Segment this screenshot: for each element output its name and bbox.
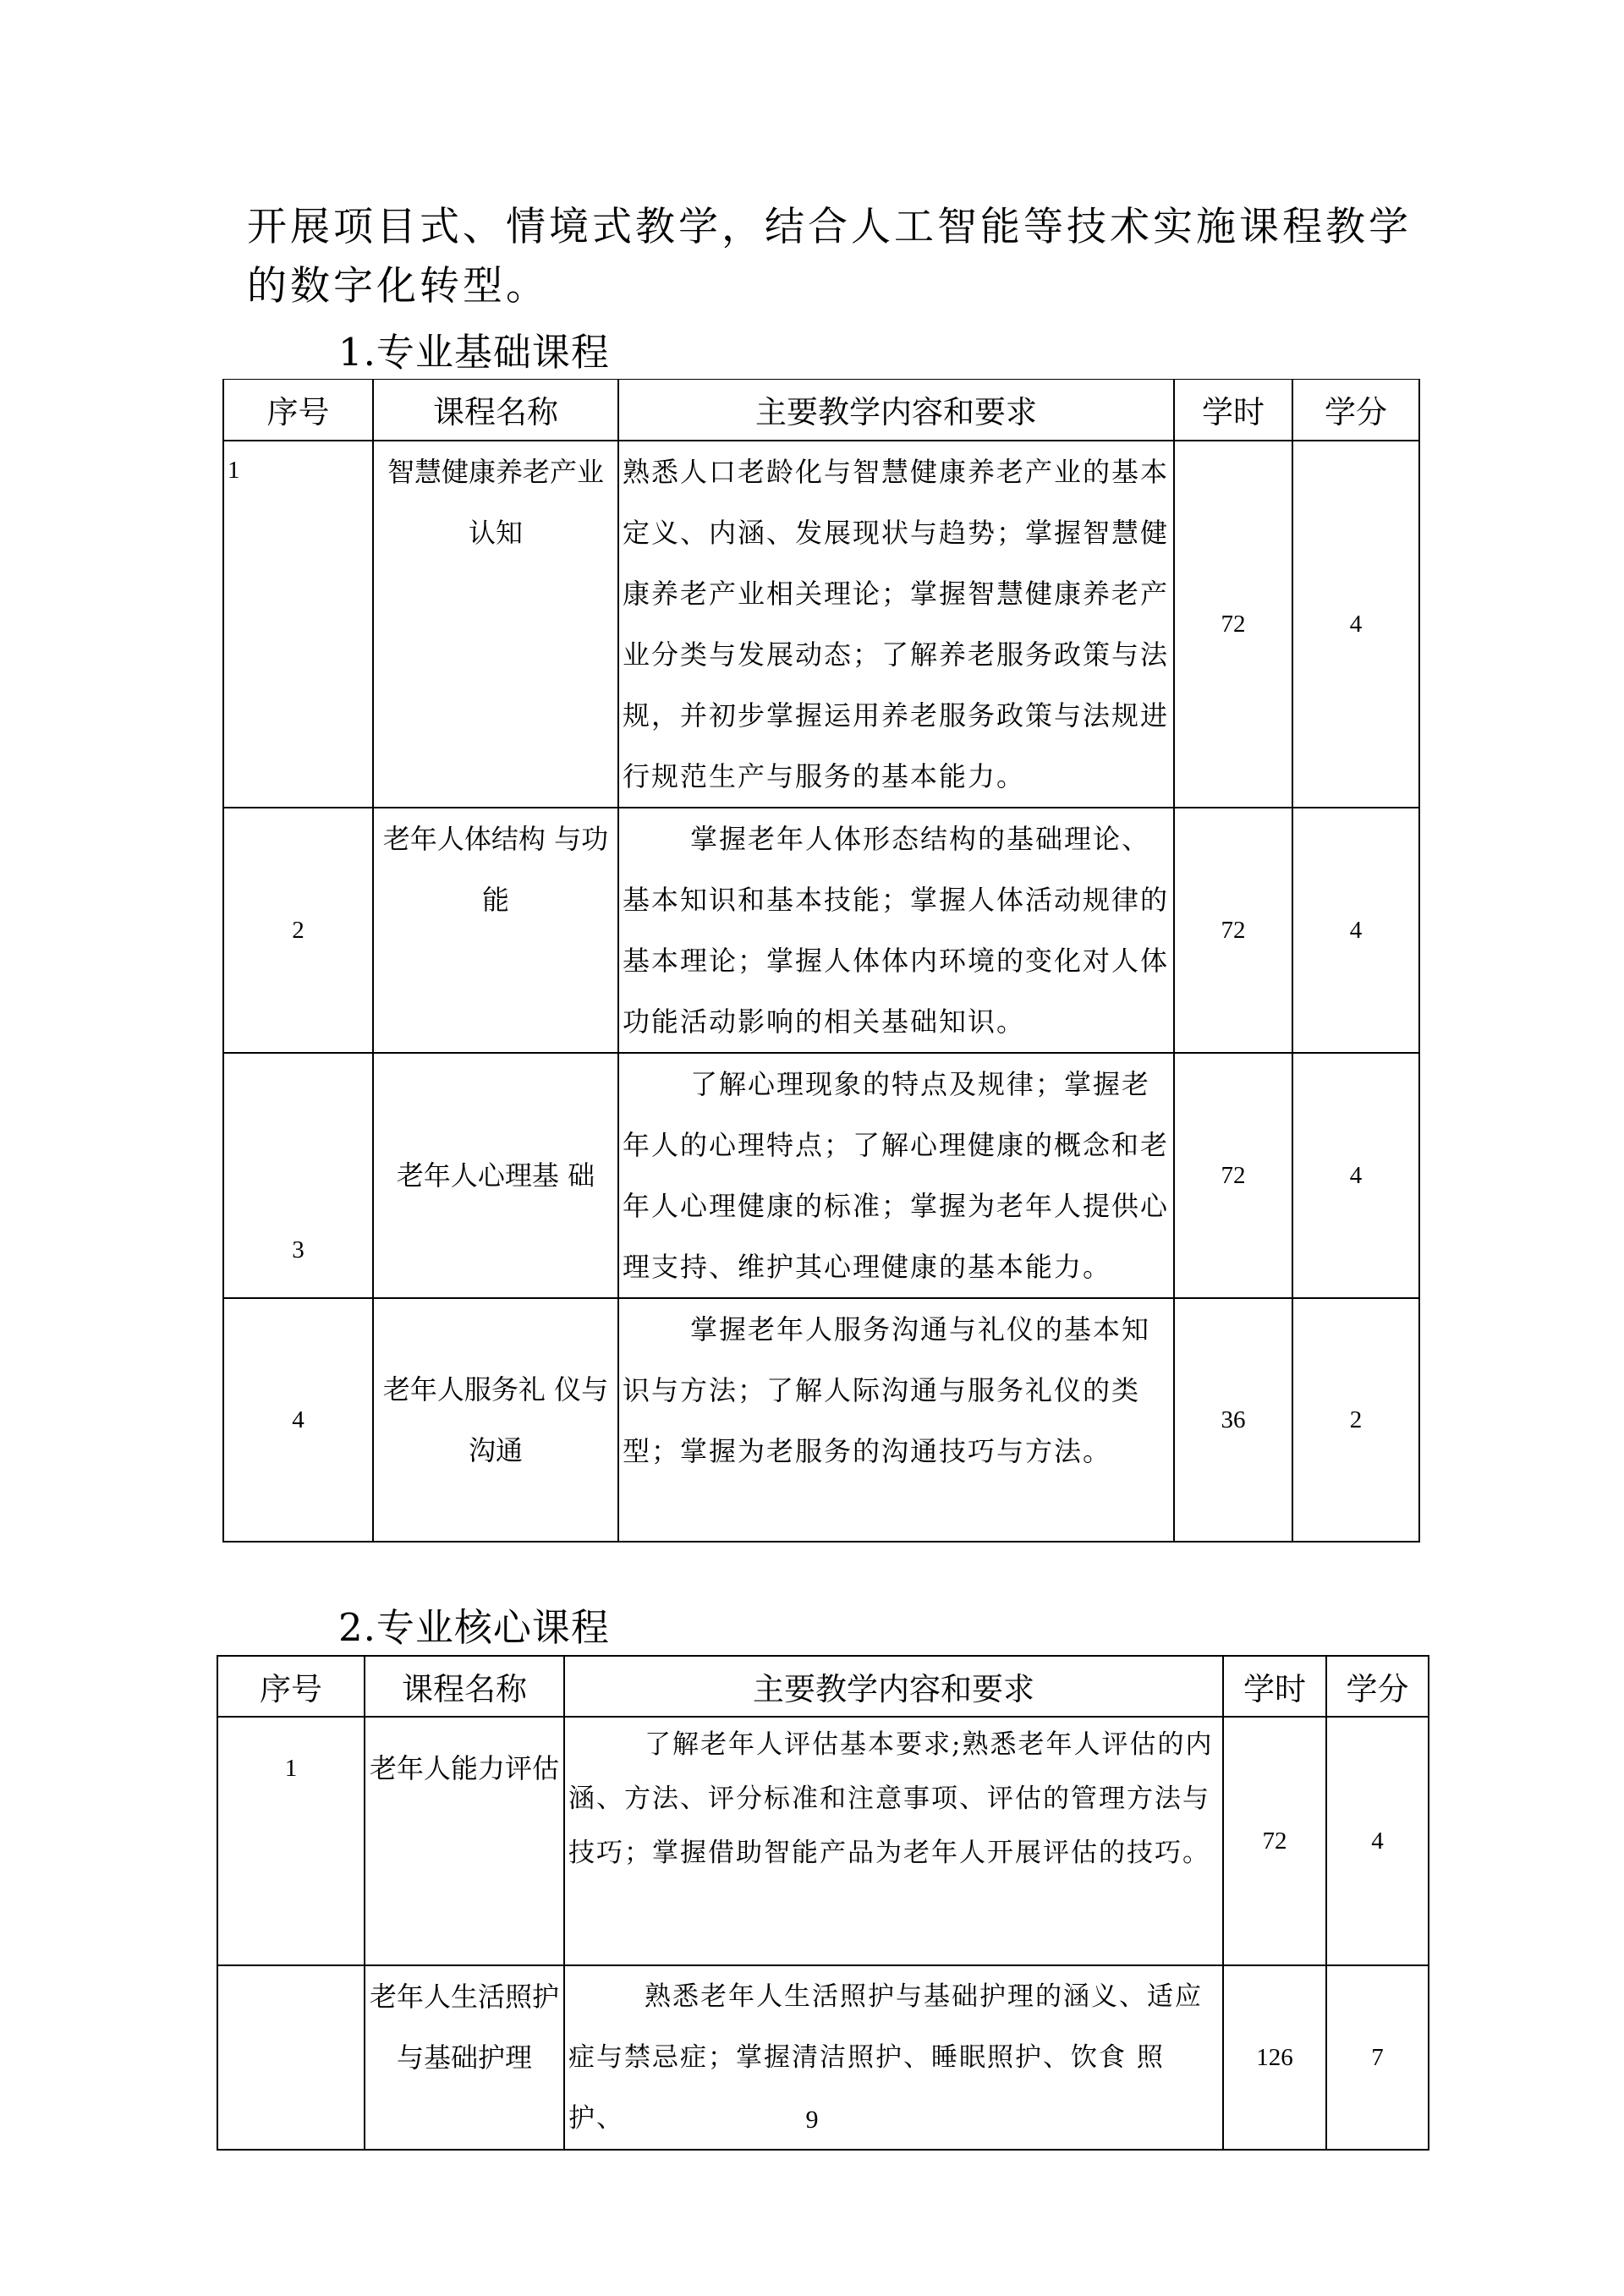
table-row xyxy=(223,1053,1419,1298)
row-number: 1 xyxy=(217,1717,365,1965)
column-header-credits: 学分 xyxy=(1326,1656,1429,1717)
row-number: 1 xyxy=(223,441,373,808)
row-number: 3 xyxy=(223,1053,373,1298)
section-heading-foundation: 1.专业基础课程 xyxy=(338,330,610,375)
course-hours: 126 xyxy=(1223,1965,1326,2150)
table-row xyxy=(223,1298,1419,1542)
page-number: 9 xyxy=(805,2106,819,2134)
column-header-content: 主要教学内容和要求 xyxy=(618,380,1174,441)
course-name: 老年人心理基 础 xyxy=(373,1053,618,1298)
course-name: 老年人服务礼 仪与沟通 xyxy=(373,1298,618,1542)
course-credits: 7 xyxy=(1326,1965,1429,2150)
course-hours: 72 xyxy=(1174,1053,1292,1298)
column-header-hours: 学时 xyxy=(1223,1656,1326,1717)
course-content xyxy=(618,1053,1174,1298)
course-credits: 4 xyxy=(1326,1717,1429,1965)
course-hours: 72 xyxy=(1223,1717,1326,1965)
course-hours: 36 xyxy=(1174,1298,1292,1542)
core-courses-table xyxy=(217,1655,1429,2151)
intro-paragraph: 开展项目式、情境式教学，结合人工智能等技术实施课程教学的数字化转型。 xyxy=(247,204,1412,310)
course-credits: 2 xyxy=(1292,1298,1419,1542)
table-row xyxy=(223,808,1419,1053)
table-header-row xyxy=(223,380,1419,441)
course-credits: 4 xyxy=(1292,441,1419,808)
table-row xyxy=(217,1717,1429,1965)
course-credits: 4 xyxy=(1292,808,1419,1053)
column-header-hours: 学时 xyxy=(1174,380,1292,441)
row-number: 2 xyxy=(223,808,373,1053)
course-content-text: 了解老年人评估基本要求;熟悉老年人评估的内涵、方法、评分标准和注意事项、评估的管理方法与技巧；掌握借助智能产品为老年人开展评估的技巧。 xyxy=(568,1729,1214,1868)
course-content xyxy=(618,1298,1174,1542)
course-content-text: 掌握老年人体形态结构的基础理论、基本知识和基本技能；掌握人体活动规律的基本理论；掌握人体体内环境的变化对人体功能活动影响的相关基础知识。 xyxy=(623,822,1170,1038)
column-header-credits: 学分 xyxy=(1292,380,1419,441)
course-name: 老年人能力评估 xyxy=(365,1717,564,1965)
course-content-text: 熟悉老年人生活照护与基础护理的涵义、适应症与禁忌症；掌握清洁照护、睡眠照护、饮食 照护、 xyxy=(568,1981,1203,2134)
column-header-no: 序号 xyxy=(217,1656,365,1717)
course-name: 老年人生活照护与基础护理 xyxy=(365,1965,564,2150)
section-heading-core: 2.专业核心课程 xyxy=(338,1605,610,1650)
column-header-name: 课程名称 xyxy=(373,380,618,441)
course-content-text: 掌握老年人服务沟通与礼仪的基本知识与方法；了解人际沟通与服务礼仪的类型；掌握为老服务的沟通技巧与方法。 xyxy=(623,1312,1151,1467)
column-header-name: 课程名称 xyxy=(365,1656,564,1717)
course-content xyxy=(618,808,1174,1053)
column-header-content: 主要教学内容和要求 xyxy=(564,1656,1223,1717)
column-header-no: 序号 xyxy=(223,380,373,441)
foundation-courses-table xyxy=(222,379,1420,1543)
course-hours: 72 xyxy=(1174,441,1292,808)
course-hours: 72 xyxy=(1174,808,1292,1053)
course-content-text: 了解心理现象的特点及规律；掌握老年人的心理特点；了解心理健康的概念和老年人心理健康的标准；掌握为老年人提供心理支持、维护其心理健康的基本能力。 xyxy=(623,1067,1170,1283)
course-name: 智慧健康养老产业认知 xyxy=(373,441,618,808)
course-name: 老年人体结构 与功能 xyxy=(373,808,618,1053)
table-header-row xyxy=(217,1656,1429,1717)
course-credits: 4 xyxy=(1292,1053,1419,1298)
course-content: 熟悉人口老龄化与智慧健康养老产业的基本定义、内涵、发展现状与趋势；掌握智慧健康养老产业相关理论；掌握智慧健康养老产业分类与发展动态；了解养老服务政策与法规，并初步掌握运用养老服务政策与法规进行规范生产与服务的基本能力。 xyxy=(618,441,1174,808)
table-row xyxy=(223,441,1419,808)
row-number: 4 xyxy=(223,1298,373,1542)
course-content xyxy=(564,1717,1223,1965)
